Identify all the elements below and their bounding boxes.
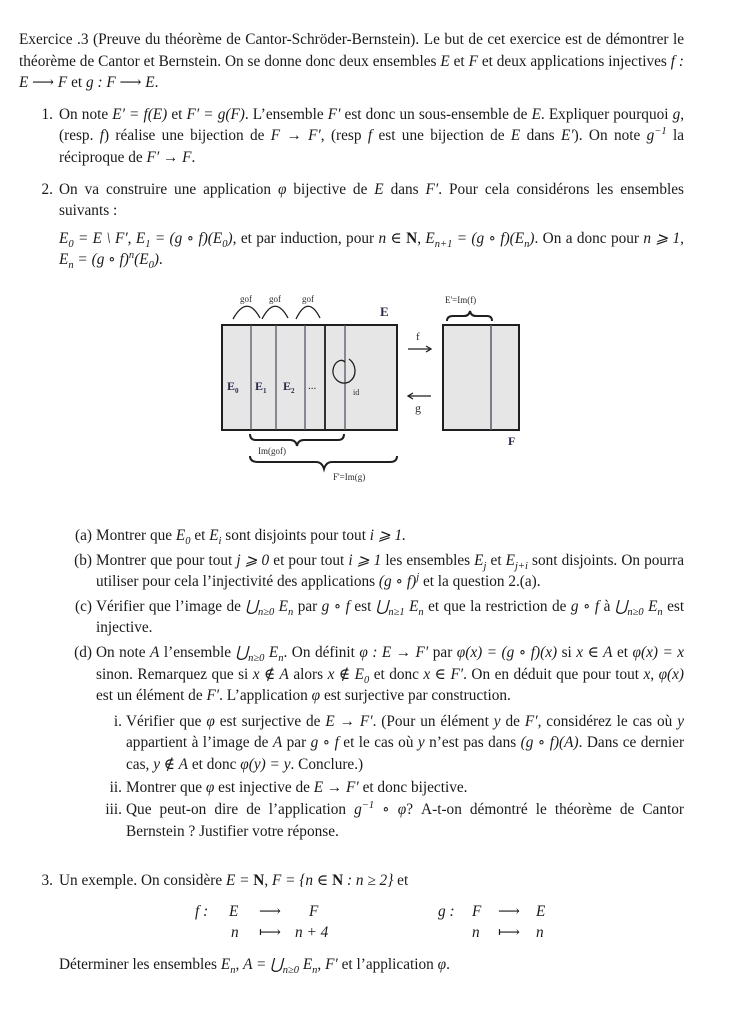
set-F-box xyxy=(443,325,519,430)
text-span: φ(x) = (g ∘ f)(x) xyxy=(456,643,558,661)
math-Fprime-def: F′ = g(F) xyxy=(186,105,245,123)
text-span: E xyxy=(505,551,516,569)
text-span: n xyxy=(418,606,424,618)
gof-label: gof xyxy=(302,294,314,304)
exercise-title: Exercice .3 xyxy=(19,31,89,48)
text-span: Montrer que xyxy=(126,778,203,796)
id-label: id xyxy=(353,388,360,397)
text-span: ⋃ xyxy=(270,956,283,973)
gof-arc-icon xyxy=(296,306,320,319)
text-span: par xyxy=(286,734,307,752)
text-span: E → F′ xyxy=(313,778,359,796)
math-expression xyxy=(375,597,424,618)
text-span: Montrer que xyxy=(96,527,173,544)
text-span: de xyxy=(505,712,520,730)
math-expression: (g ∘ f)$^j$ xyxy=(378,572,420,591)
text-span: φ xyxy=(311,687,321,705)
text-span: est surjective par construction. xyxy=(323,687,511,705)
sub-question-label: (a) xyxy=(75,527,92,544)
text-span: E xyxy=(92,229,102,247)
text-span: N xyxy=(332,872,344,889)
math-expression: $E_1 = (g$ ∘ $f)(E_0)$ xyxy=(135,229,233,250)
text-span: E xyxy=(59,251,69,269)
math-expression: $g^{-1}$ ∘ φ xyxy=(354,800,407,819)
text-span: et donc bijective. xyxy=(362,778,468,796)
text-span: −1 xyxy=(361,800,375,812)
text-span: F′ xyxy=(114,229,128,247)
math-F: F xyxy=(468,52,478,70)
text-span: j xyxy=(416,572,420,584)
math-expression xyxy=(614,597,663,618)
map-f-image: n + 4 xyxy=(295,924,329,941)
question-number: 3. xyxy=(41,872,53,889)
text-span: j ⩾ 0 xyxy=(236,551,270,569)
math-expression xyxy=(235,643,284,665)
text-span: f xyxy=(99,127,104,145)
math-expression xyxy=(272,872,393,889)
text-span: n’est pas dans xyxy=(429,734,517,752)
math-expression xyxy=(327,665,370,686)
text-span: . Dans ce dernier cas, xyxy=(126,734,685,773)
math-expression xyxy=(209,527,222,548)
text-span: 2 xyxy=(291,387,295,395)
math-expression: $E_0 = E$ \ F′ xyxy=(59,229,128,250)
text-span: g ∘ f xyxy=(476,229,505,247)
text-span: j+i xyxy=(515,560,528,572)
text-span: . On a donc pour xyxy=(534,229,639,247)
question-1: 1. On note E′ = f(E) et F′ = g(F). L’ensemble F′ est donc un sous-ensemble de E. Expliquer pourquoi g, (resp. f) réalise une bijection de F → F′, (resp f est une bijection de E dans E′). On note $g^{-1}$ la réciproque de F′ → F. xyxy=(59,104,684,169)
text-span: g xyxy=(354,801,362,819)
sub-question-label: (d) xyxy=(74,643,92,661)
exercise-intro: Exercice .3 (Preuve du théorème de Cantor-Schröder-Bernstein). Le but de cet exercice est de démontrer le théorème de Cantor et Bernstein. On se donne donc deux ensembles E et F et deux applications injectives f : E ⟶ F et g : F ⟶ E. xyxy=(19,31,685,92)
sequence-definition: $E_0 = E$ \ F′, $E_1 = (g$ ∘ $f)(E_0)$, et par induction, pour n ∈ N, $E_{n+1} = (g$ ∘ $f)(E_n)$. On a donc pour n ⩾ 1, $E_n = (g$ ∘ $f)^n(E_0)$. xyxy=(59,229,685,272)
map-f-codomain: F xyxy=(309,903,319,920)
math-expression: $E_{n+1} = (g$ ∘ $f)(E_n)$ xyxy=(425,229,535,250)
sub-question-label: i. xyxy=(113,712,122,730)
text-span: et donc xyxy=(373,665,419,683)
text-span: F′ → F xyxy=(146,148,192,166)
cantor-bernstein-diagram xyxy=(210,288,530,483)
text-span: . On définit xyxy=(283,643,355,661)
text-span: n xyxy=(288,606,294,618)
text-span: E xyxy=(374,180,384,198)
text-span: y ∉ A xyxy=(153,755,189,773)
math-expression xyxy=(175,527,191,548)
text-span: . Pour cela considérons les ensembles suivants : xyxy=(59,180,684,220)
text-span: et la question 2.(a). xyxy=(422,573,541,591)
text-span: est surjective de xyxy=(219,712,321,730)
text-span: et par induction, pour xyxy=(240,229,375,247)
gof-arc-icon xyxy=(233,306,260,319)
text-span: E xyxy=(268,643,279,661)
brace-icon xyxy=(250,434,344,446)
text-span: g ∘ f xyxy=(321,597,350,615)
text-span: E xyxy=(255,379,264,393)
text-span: y xyxy=(417,734,425,752)
text-span: n≥0 xyxy=(257,606,275,618)
math-expression xyxy=(505,551,528,572)
text-span: n xyxy=(68,260,74,272)
map-g-image: n xyxy=(536,924,544,941)
text-span: E xyxy=(139,251,149,269)
text-span: φ xyxy=(206,712,215,730)
text-span: . (Pour un élément xyxy=(372,712,489,730)
sub-question-label: ii. xyxy=(109,778,122,796)
text-span: g ∘ f xyxy=(310,734,339,752)
text-span: g ∘ f xyxy=(570,597,600,615)
text-span: l’ensemble xyxy=(163,643,232,661)
brace-Eprime-label: E'=Im(f) xyxy=(445,295,477,305)
text-span: et l’application xyxy=(341,956,434,973)
text-span: E xyxy=(283,379,292,393)
math-f-def: f : E ⟶ F xyxy=(19,52,684,92)
arrow-g-label: g xyxy=(415,401,421,415)
gof-arc-icon xyxy=(262,306,288,319)
text-span: i ⩾ 1 xyxy=(348,551,382,569)
text-span: φ xyxy=(437,956,447,973)
text-span: n≥0 xyxy=(248,653,265,665)
text-span: E xyxy=(648,597,658,615)
text-span: E′ xyxy=(560,127,574,145)
text-span: Vérifier que l’image de xyxy=(96,597,241,615)
text-span: . L’ensemble xyxy=(244,105,324,123)
text-span: n ∈ xyxy=(378,229,407,247)
text-span: n+1 xyxy=(434,238,453,250)
text-span: alors xyxy=(293,665,324,683)
text-span: la réciproque de xyxy=(59,127,685,166)
text-span: Montrer que pour tout xyxy=(96,551,233,569)
text-span: sinon. Remarquez que si xyxy=(96,665,249,683)
text-span: 0 xyxy=(363,674,370,686)
ellipsis-label: ... xyxy=(308,380,317,392)
question-number: 2. xyxy=(41,180,53,198)
math-expression xyxy=(220,956,236,977)
text-span: On note xyxy=(96,643,146,661)
sub-question-iii xyxy=(105,799,684,842)
text-span: n xyxy=(278,653,284,665)
text-span: 0 xyxy=(235,387,239,395)
text-span: et le cas où xyxy=(343,734,414,752)
text-span: E xyxy=(59,229,69,247)
text-span: ). On note xyxy=(573,127,641,145)
text-span: F → F′ xyxy=(270,127,321,145)
text-span: φ xyxy=(397,801,407,819)
text-span: F′ xyxy=(327,105,341,123)
text-span: n≥1 xyxy=(388,606,405,618)
text-span: et xyxy=(490,551,502,569)
map-f-domain: E xyxy=(229,903,239,920)
sub-question-ii xyxy=(109,777,684,799)
exercise-subtitle: (Preuve du théorème de Cantor-Schröder-Bernstein). xyxy=(93,31,420,48)
text-span: φ xyxy=(205,778,215,796)
text-span: E xyxy=(474,551,484,569)
text-span: bijective de xyxy=(293,180,368,198)
text-span: E xyxy=(425,229,435,247)
intro-text: Le but de cet exercice est de démontrer le théorème de Cantor et Bernstein. On se donne donc deux ensembles xyxy=(19,31,685,70)
text-span: E xyxy=(212,229,223,247)
text-span: 1 xyxy=(145,238,151,250)
text-span: les ensembles xyxy=(385,551,471,569)
math-expression xyxy=(474,551,487,572)
text-span: j xyxy=(483,560,487,572)
text-span: φ xyxy=(277,180,287,198)
text-span: par xyxy=(432,643,453,661)
brace-gof-label: Im(gof) xyxy=(258,446,286,456)
text-span: E xyxy=(514,229,525,247)
text-span: A xyxy=(272,734,283,752)
text-span: E xyxy=(302,956,313,973)
text-span: ⋃ xyxy=(245,597,258,615)
text-span: ) réalise une bijection de xyxy=(104,127,265,145)
sub-question-label: iii. xyxy=(105,801,122,819)
text-span: n≥0 xyxy=(627,606,644,618)
intro-text-2: deux applications injectives xyxy=(496,52,667,70)
math-Eprime-def: E′ = f(E) xyxy=(112,105,168,123)
text-span: ⋃ xyxy=(614,597,628,615)
text-span: f xyxy=(367,127,373,145)
text-span: Que peut-on dire de l’application xyxy=(126,801,347,819)
question-3-task: Déterminer les ensembles $E_n$, $A = ⋃_{n\ge 0}$ $E_n$, F′ et l’application φ. xyxy=(59,956,450,977)
text-span: φ(y) = y xyxy=(240,755,291,773)
text-span: 1 xyxy=(263,387,267,395)
sub-question-label: (b) xyxy=(74,551,92,569)
text-span: dans xyxy=(526,127,555,145)
text-span: On va construire une application xyxy=(59,180,272,198)
math-expression xyxy=(243,956,318,977)
text-span: g ∘ f xyxy=(174,229,203,247)
brace-Fprime-label: F'=Im(g) xyxy=(333,472,366,482)
text-span: Vérifier que xyxy=(126,712,202,730)
text-span: n xyxy=(657,606,663,618)
map-f-name: f : xyxy=(195,903,209,920)
text-span: n xyxy=(312,965,318,977)
map-f-var: n xyxy=(231,924,239,941)
text-span: g ∘ f xyxy=(96,251,124,269)
text-span: −1 xyxy=(654,126,667,138)
map-g-codomain: E xyxy=(536,903,546,920)
text-span: x ∈ A xyxy=(576,643,613,661)
text-span: y xyxy=(493,712,501,730)
map-f-arrow: ⟶ xyxy=(259,903,281,920)
text-span: x, φ(x) xyxy=(643,665,685,683)
text-span: appartient à l’image de xyxy=(126,734,269,752)
text-span: n≥0 xyxy=(282,965,299,977)
text-span: par xyxy=(297,597,318,615)
text-span: F′ xyxy=(325,956,338,973)
text-span: . Conclure.) xyxy=(290,755,364,773)
text-span: , (resp. xyxy=(59,105,685,145)
set-F-label: F xyxy=(508,434,516,448)
text-span: i xyxy=(218,536,222,548)
text-span: g xyxy=(646,127,655,145)
text-span: est injective. xyxy=(96,597,685,637)
question-2 xyxy=(41,179,685,272)
question-number: 1. xyxy=(41,105,53,123)
text-span: F′ xyxy=(206,687,220,705)
math-E: E xyxy=(440,52,450,70)
sub-question-a xyxy=(75,525,684,548)
math-expression xyxy=(647,127,667,144)
text-span: y xyxy=(677,712,685,730)
map-f-mapsto: ⟼ xyxy=(259,924,281,941)
text-span: E xyxy=(175,527,186,544)
text-span: , considérez le cas où xyxy=(537,712,673,730)
brace-icon xyxy=(250,456,397,469)
text-span: 0 xyxy=(148,260,154,272)
text-span: n ⩾ 1, xyxy=(643,229,685,247)
text-span: est injective de xyxy=(218,778,310,796)
math-expression: $E_n = (g$ ∘ $f)^n(E_0)$ xyxy=(59,250,159,272)
text-span: N xyxy=(253,872,265,889)
map-g-domain: F xyxy=(472,903,482,920)
math-expression xyxy=(378,230,417,247)
text-span: est une bijection de xyxy=(378,127,505,145)
text-span: est un élément de xyxy=(96,687,203,705)
text-span: dans xyxy=(390,180,419,198)
question-3: 3. Un exemple. On considère E = N, F = {n ∈ N : n ≥ 2} et xyxy=(59,870,684,892)
text-span: et pour tout xyxy=(273,551,345,569)
text-span: si xyxy=(561,643,572,661)
text-span: . On en déduit que pour tout xyxy=(463,665,640,683)
sub-question-b xyxy=(74,550,685,593)
text-span: N xyxy=(406,229,418,247)
text-span: n xyxy=(128,250,135,262)
text-span: E xyxy=(227,379,236,393)
text-span: x ∈ F′ xyxy=(423,665,464,683)
text-span: 0 xyxy=(68,238,74,250)
text-span: : n ≥ 2} xyxy=(343,872,394,889)
sub-question-label: (c) xyxy=(75,597,92,615)
text-span: g ∘ f xyxy=(384,573,412,591)
text-span: (g ∘ f)(A) xyxy=(520,734,579,752)
sub-question-d xyxy=(74,642,685,707)
text-span: ⋃ xyxy=(375,597,389,615)
gof-label: gof xyxy=(240,294,252,304)
set-E-label: E xyxy=(380,304,389,319)
arrow-f-label: f xyxy=(416,331,420,343)
text-span: ? A-t-on démontré le théorème de Cantor Bernstein ? Justifier votre réponse. xyxy=(126,801,684,840)
text-span: E xyxy=(135,229,146,247)
map-g-name: g : xyxy=(438,903,455,920)
text-span: φ(x) = x xyxy=(632,643,685,661)
text-span: g xyxy=(672,105,681,123)
text-span: et xyxy=(397,872,409,889)
text-span: , (resp xyxy=(320,127,362,145)
text-span: Déterminer les ensembles xyxy=(59,956,218,973)
text-span: E = xyxy=(225,872,254,889)
sub-question-c xyxy=(75,596,685,639)
text-span: x ∉ A xyxy=(252,665,289,683)
text-span: A xyxy=(150,643,160,661)
text-span: F′ xyxy=(524,712,538,730)
text-span: n xyxy=(524,238,530,250)
text-span: E → F′ xyxy=(325,712,373,730)
text-span: i ⩾ 1. xyxy=(369,527,406,544)
text-span: . L’application xyxy=(219,687,308,705)
text-span: est xyxy=(354,597,372,615)
sub-question-i xyxy=(113,711,685,776)
text-span: E xyxy=(409,597,419,615)
text-span: . Expliquer pourquoi xyxy=(540,105,669,123)
gof-label: gof xyxy=(269,294,281,304)
text-span: ⋃ xyxy=(235,643,249,661)
text-span: A = xyxy=(243,956,271,973)
text-span: E xyxy=(531,105,541,123)
math-g-def: g : F ⟶ E xyxy=(85,74,155,92)
text-span: F′ xyxy=(425,180,439,198)
text-span: sont disjoints pour tout xyxy=(225,527,366,544)
map-g-var: n xyxy=(472,924,480,941)
text-span: E xyxy=(209,527,219,544)
text-span: et que la restriction de xyxy=(428,597,567,615)
map-g-mapsto: ⟼ xyxy=(498,924,520,941)
text-span: 0 xyxy=(222,238,228,250)
text-span: est donc un sous-ensemble de xyxy=(344,105,528,123)
map-g-arrow: ⟶ xyxy=(498,903,520,920)
text-span: E xyxy=(278,597,288,615)
text-span: et xyxy=(171,105,183,123)
text-span: à xyxy=(603,597,611,615)
text-span: F = {n ∈ xyxy=(272,872,333,889)
text-span: φ : E → F′ xyxy=(359,643,429,661)
text-span: et xyxy=(194,527,206,544)
math-expression xyxy=(245,597,294,618)
text-span: E xyxy=(220,956,231,973)
brace-icon xyxy=(447,311,492,321)
text-span: et xyxy=(616,643,629,661)
sub-questions xyxy=(19,525,684,842)
text-span: x ∉ E xyxy=(327,665,364,683)
text-span: sont disjoints. On pourra utiliser pour cela l’injectivité des applications xyxy=(96,551,685,591)
math-expression xyxy=(226,872,264,889)
text-span: et donc xyxy=(191,755,237,773)
set-E-box xyxy=(222,325,397,430)
text-span: E xyxy=(510,127,521,145)
text-span: Un exemple. On considère xyxy=(59,872,223,889)
text-span: On note xyxy=(59,105,109,123)
text-span: 0 xyxy=(185,536,191,548)
text-span: n xyxy=(230,965,236,977)
